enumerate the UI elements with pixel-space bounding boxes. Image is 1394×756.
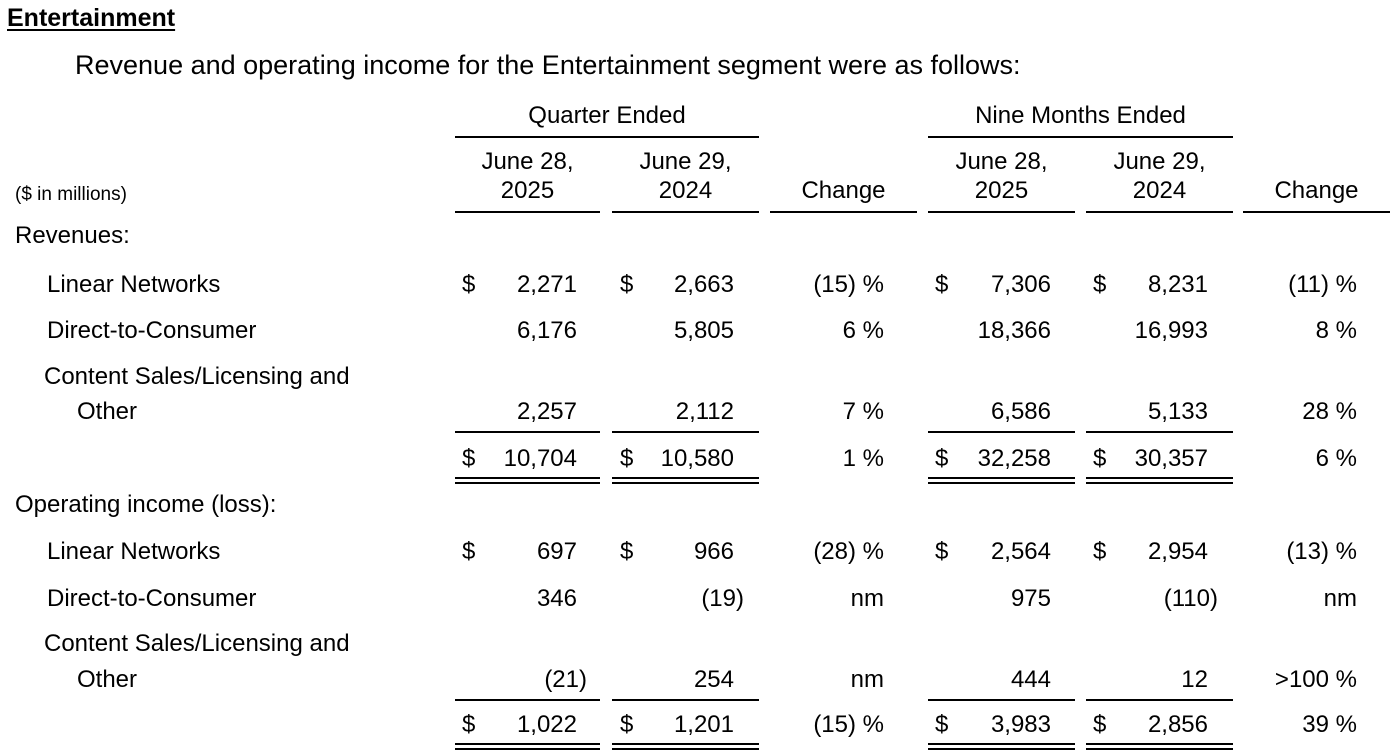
- dollar-sign: $: [1093, 271, 1107, 298]
- cell-n-2025: 18,366: [977, 317, 1051, 344]
- col-rule: [1086, 211, 1233, 213]
- group-header-nine-months: Nine Months Ended: [975, 102, 1186, 129]
- cell-q-2025: 2,271: [516, 271, 577, 298]
- cell-n-2024: (110): [1163, 585, 1218, 612]
- cell-n-2024: 16,993: [1134, 317, 1208, 344]
- dollar-sign: $: [1093, 711, 1107, 738]
- cell-n-change: 28 %: [1302, 398, 1357, 425]
- total-q-2024: 10,580: [660, 445, 734, 472]
- cell-q-2025: 6,176: [516, 317, 577, 344]
- cell-q-2024: 254: [693, 666, 734, 693]
- dollar-sign: $: [620, 445, 634, 472]
- cell-q-2024: 5,805: [673, 317, 734, 344]
- total-double-rule: [1086, 743, 1233, 750]
- subtotal-rule: [455, 699, 600, 701]
- cell-n-2024: 8,231: [1147, 271, 1208, 298]
- total-n-2025: 32,258: [977, 445, 1051, 472]
- cell-q-change: nm: [850, 666, 884, 693]
- subtotal-rule: [455, 431, 600, 433]
- dollar-sign: $: [935, 538, 949, 565]
- row-label: Linear Networks: [47, 271, 221, 298]
- total-q-change: 1 %: [842, 445, 884, 472]
- cell-q-2025: (21): [544, 666, 587, 693]
- row-label-line2: Other: [77, 398, 138, 425]
- col-header-n-change: Change: [1274, 177, 1359, 204]
- total-n-2024: 2,856: [1147, 711, 1208, 738]
- group-header-quarter: Quarter Ended: [528, 102, 686, 129]
- intro-text: Revenue and operating income for the Entertainment segment were as follows:: [75, 50, 1021, 80]
- section-heading-revenues: Revenues:: [15, 222, 130, 249]
- col-rule: [928, 211, 1075, 213]
- dollar-sign: $: [462, 445, 476, 472]
- col-header-n-2024-line1: June 29,: [1113, 148, 1206, 175]
- cell-q-change: nm: [850, 585, 884, 612]
- subtotal-rule: [1086, 431, 1233, 433]
- subtotal-rule: [928, 699, 1075, 701]
- dollar-sign: $: [1093, 538, 1107, 565]
- row-label: Direct-to-Consumer: [47, 585, 257, 612]
- cell-q-change: 6 %: [842, 317, 884, 344]
- total-q-2025: 1,022: [516, 711, 577, 738]
- total-q-2025: 10,704: [503, 445, 577, 472]
- col-rule: [1243, 211, 1390, 213]
- row-label-line1: Content Sales/Licensing and: [44, 630, 350, 657]
- section-heading-operating-income: Operating income (loss):: [15, 491, 277, 518]
- total-n-change: 6 %: [1315, 445, 1357, 472]
- cell-q-2025: 346: [536, 585, 577, 612]
- col-header-q-2024-line2: 2024: [658, 177, 713, 204]
- total-double-rule: [455, 743, 600, 750]
- subtotal-rule: [1086, 699, 1233, 701]
- dollar-sign: $: [935, 271, 949, 298]
- col-header-q-change: Change: [801, 177, 886, 204]
- total-double-rule: [928, 743, 1075, 750]
- cell-n-change: (13) %: [1286, 538, 1357, 565]
- col-header-q-2024-line1: June 29,: [639, 148, 732, 175]
- cell-n-change: 8 %: [1315, 317, 1357, 344]
- dollar-sign: $: [620, 711, 634, 738]
- cell-q-2024: (19): [701, 585, 744, 612]
- row-label: Direct-to-Consumer: [47, 317, 257, 344]
- cell-n-2025: 2,564: [990, 538, 1051, 565]
- dollar-sign: $: [462, 538, 476, 565]
- cell-q-2024: 2,112: [675, 398, 734, 425]
- dollar-sign: $: [462, 711, 476, 738]
- total-double-rule: [455, 477, 600, 484]
- col-rule: [612, 211, 759, 213]
- units-label: ($ in millions): [15, 184, 127, 205]
- cell-n-2024: 2,954: [1147, 538, 1208, 565]
- row-label-line1: Content Sales/Licensing and: [44, 363, 350, 390]
- total-double-rule: [612, 477, 759, 484]
- cell-q-2025: 697: [536, 538, 577, 565]
- dollar-sign: $: [935, 445, 949, 472]
- cell-n-change: nm: [1323, 585, 1357, 612]
- cell-n-2025: 6,586: [990, 398, 1051, 425]
- cell-q-2025: 2,257: [516, 398, 577, 425]
- col-header-n-2024-line2: 2024: [1132, 177, 1187, 204]
- total-q-2024: 1,201: [673, 711, 734, 738]
- total-double-rule: [1086, 477, 1233, 484]
- group-rule-quarter: [455, 136, 759, 138]
- col-rule: [455, 211, 600, 213]
- subtotal-rule: [612, 699, 759, 701]
- dollar-sign: $: [620, 538, 634, 565]
- cell-q-change: 7 %: [842, 398, 884, 425]
- col-rule: [770, 211, 917, 213]
- total-q-change: (15) %: [813, 711, 884, 738]
- cell-q-change: (15) %: [813, 271, 884, 298]
- total-n-change: 39 %: [1302, 711, 1357, 738]
- row-label: Linear Networks: [47, 538, 221, 565]
- cell-n-change: (11) %: [1288, 271, 1357, 298]
- total-n-2024: 30,357: [1134, 445, 1208, 472]
- total-double-rule: [928, 477, 1075, 484]
- dollar-sign: $: [1093, 445, 1107, 472]
- dollar-sign: $: [935, 711, 949, 738]
- col-header-q-2025-line1: June 28,: [481, 148, 574, 175]
- dollar-sign: $: [620, 271, 634, 298]
- subtotal-rule: [612, 431, 759, 433]
- cell-q-change: (28) %: [813, 538, 884, 565]
- total-n-2025: 3,983: [990, 711, 1051, 738]
- cell-n-2024: 5,133: [1147, 398, 1208, 425]
- group-rule-nine-months: [928, 136, 1233, 138]
- cell-q-2024: 2,663: [673, 271, 734, 298]
- col-header-n-2025-line2: 2025: [974, 177, 1029, 204]
- subtotal-rule: [928, 431, 1075, 433]
- cell-n-2025: 975: [1010, 585, 1051, 612]
- col-header-n-2025-line1: June 28,: [955, 148, 1048, 175]
- cell-n-2025: 444: [1010, 666, 1051, 693]
- cell-n-change: >100 %: [1274, 666, 1357, 693]
- cell-n-2024: 12: [1181, 666, 1208, 693]
- col-header-q-2025-line2: 2025: [500, 177, 555, 204]
- dollar-sign: $: [462, 271, 476, 298]
- row-label-line2: Other: [77, 666, 138, 693]
- section-title: Entertainment: [7, 4, 176, 32]
- total-double-rule: [612, 743, 759, 750]
- cell-n-2025: 7,306: [990, 271, 1051, 298]
- cell-q-2024: 966: [693, 538, 734, 565]
